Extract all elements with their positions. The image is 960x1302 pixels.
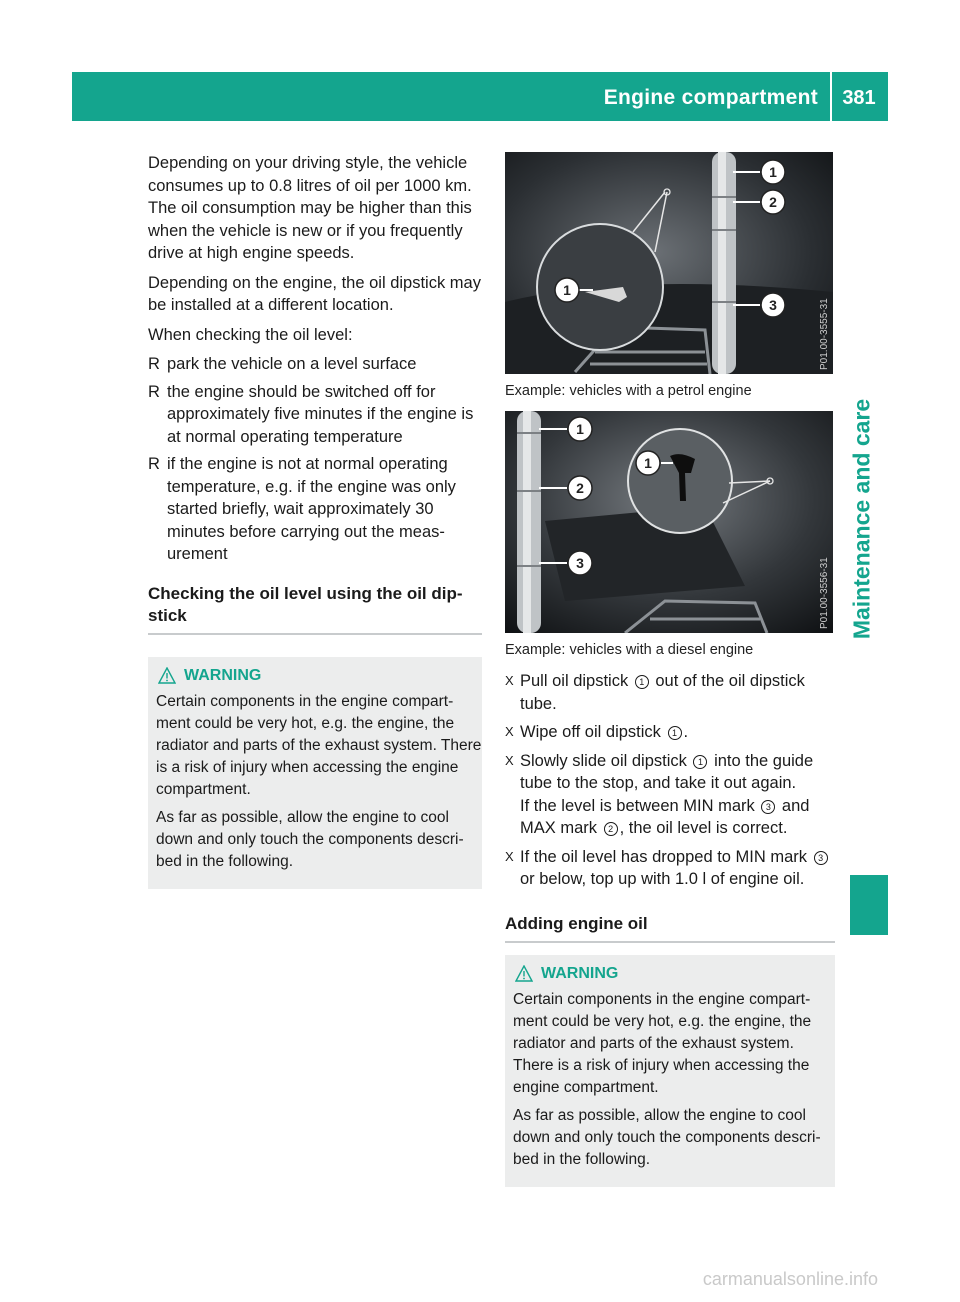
warning-text: Certain components in the engine compart-ment could be very hot, e.g. the engine, the radiator and parts of the exhaust system. There is a risk of injury when accessing the engine compartment. bbox=[513, 990, 812, 1096]
figure-caption: Example: vehicles with a petrol engine bbox=[505, 383, 752, 399]
step-arrow-icon: X bbox=[505, 724, 514, 739]
warning-triangle-icon bbox=[158, 667, 176, 684]
page-number: 381 bbox=[842, 87, 876, 109]
callout-icon: 1 bbox=[668, 726, 682, 740]
instruction-step: X If the oil level has dropped to MIN mark 3 or below, top up with 1.0 l of engine oil. bbox=[505, 846, 835, 891]
step-arrow-icon: X bbox=[505, 848, 514, 864]
figure-caption: Example: vehicles with a diesel engine bbox=[505, 642, 754, 658]
instruction-step: X Pull oil dipstick 1 out of the oil dipstick tube. bbox=[505, 672, 805, 713]
left-column bbox=[148, 152, 482, 889]
warning-text: As far as possible, allow the engine to cool down and only touch the components descri-bed in the following. bbox=[513, 1106, 821, 1168]
side-tab-marker bbox=[850, 875, 888, 935]
list-item: R the engine should be switched off for approximately five minutes if the engine is at normal operating temperature bbox=[148, 382, 474, 446]
warning-title: WARNING bbox=[515, 963, 835, 985]
intro-paragraph: Depending on your driving style, the vehicle consumes up to 0.8 litres of oil per 1000 km. The oil consumption may be higher than this when the vehicle is new or if you frequently drive at high engine speeds. bbox=[148, 154, 472, 262]
callout-icon: 3 bbox=[761, 800, 775, 814]
warning-text: Certain components in the engine compart-ment could be very hot, e.g. the engine, the radiator and parts of the exhaust system. There is a risk of injury when accessing the engine compartment. bbox=[156, 692, 482, 798]
svg-text:1: 1 bbox=[576, 421, 584, 437]
svg-text:3: 3 bbox=[769, 297, 777, 313]
svg-text:1: 1 bbox=[644, 455, 652, 471]
svg-text:1: 1 bbox=[563, 282, 571, 298]
warning-text: As far as possible, allow the engine to cool down and only touch the components descri-bed in the following. bbox=[156, 808, 464, 870]
svg-text:P01.00-3556-31: P01.00-3556-31 bbox=[819, 557, 830, 629]
section-heading: Adding engine oil bbox=[505, 913, 835, 943]
diesel-engine-photo bbox=[505, 411, 833, 633]
bullet-icon: R bbox=[148, 382, 160, 401]
right-column bbox=[505, 152, 835, 1187]
instruction-step: X Slowly slide oil dipstick 1 into the guide tube to the stop, and take it out again. If the level is between MIN mark 3 and MAX mark 2 , the oil level is correct. bbox=[505, 751, 814, 837]
svg-text:2: 2 bbox=[576, 480, 584, 496]
checking-intro: When checking the oil level: bbox=[148, 325, 353, 344]
dipstick-location-paragraph: Depending on the engine, the oil dipstick may be installed at a different location. bbox=[148, 273, 481, 314]
svg-text:2: 2 bbox=[769, 194, 777, 210]
side-tab-label bbox=[846, 254, 878, 784]
callout-icon: 1 bbox=[693, 755, 707, 769]
section-title: Engine compartment bbox=[603, 86, 818, 109]
step-arrow-icon: X bbox=[505, 673, 514, 688]
section-heading: Checking the oil level using the oil dip-stick bbox=[148, 583, 482, 635]
callout-icon: 1 bbox=[635, 675, 649, 689]
step-arrow-icon: X bbox=[505, 752, 514, 768]
bullet-icon: R bbox=[148, 355, 160, 373]
svg-text:3: 3 bbox=[576, 555, 584, 571]
bullet-icon: R bbox=[148, 455, 160, 473]
callout-icon: 3 bbox=[814, 851, 828, 865]
warning-triangle-icon bbox=[515, 965, 533, 982]
svg-text:1: 1 bbox=[769, 164, 777, 180]
header-bar bbox=[72, 72, 888, 121]
side-tab-text: Maintenance and care bbox=[848, 398, 875, 640]
list-item: R if the engine is not at normal operating temperature, e.g. if the engine was only started briefly, wait approximately 30 minutes before carrying out the meas-urement bbox=[148, 455, 456, 563]
svg-text:P01.00-3555-31: P01.00-3555-31 bbox=[819, 298, 830, 370]
list-item: R park the vehicle on a level surface bbox=[148, 353, 482, 376]
watermark: carmanualsonline.info bbox=[702, 1269, 878, 1289]
warning-title: WARNING bbox=[158, 665, 482, 687]
instruction-step: X Wipe off oil dipstick 1 . bbox=[505, 721, 835, 744]
warning-box bbox=[148, 657, 482, 889]
callout-icon: 2 bbox=[604, 822, 618, 836]
warning-box bbox=[505, 955, 835, 1187]
petrol-engine-photo bbox=[505, 152, 833, 374]
